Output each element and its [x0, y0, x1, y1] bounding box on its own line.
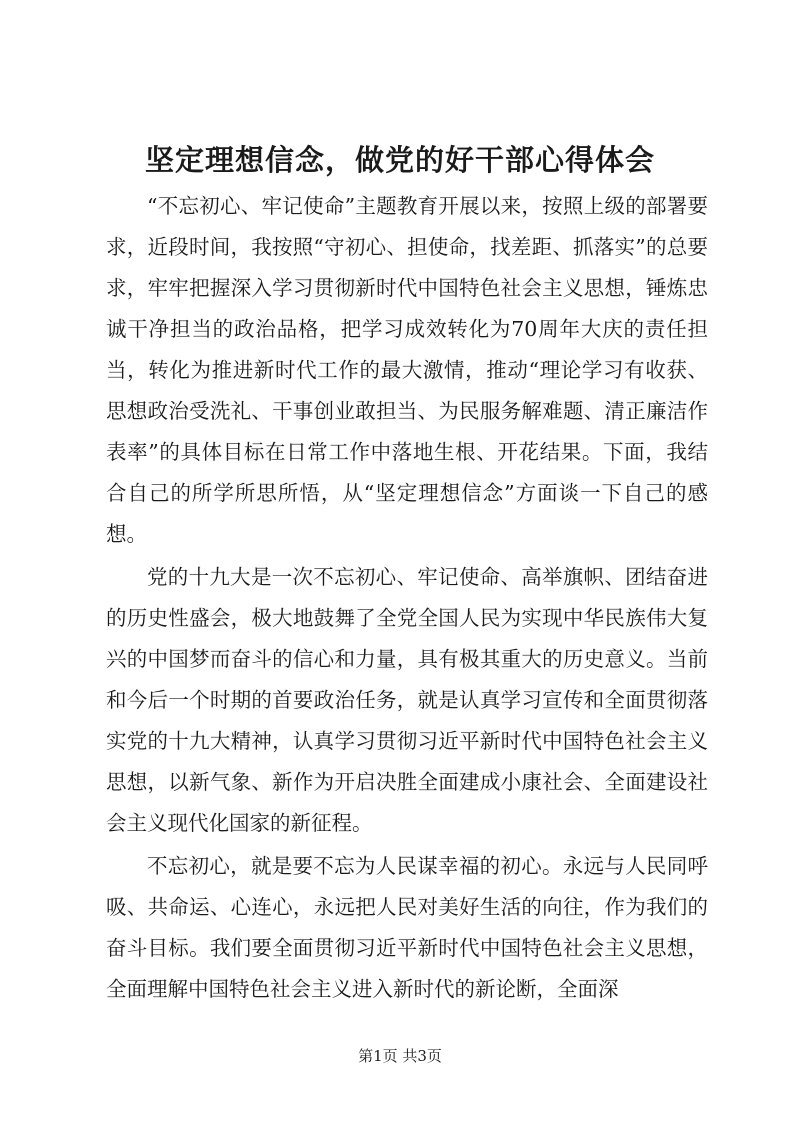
paragraph-1: “不忘初心、牢记使命”主题教育开展以来，按照上级的部署要求，近段时间，我按照“守初心、担使命，找差距、抓落实”的总要求，牢牢把握深入学习贯彻新时代中国特色社会主义思想，锤炼忠诚干净担当的政治品格，把学习成效转化为70周年大庆的责任担当，转化为推进新时代工作的最大激情，推动“理论学习有收获、思想政治受洗礼、干事创业敢担当、为民服务解难题、清正廉洁作表率”的具体目标在日常工作中落地生根、开花结果。下面，我结合自己的所学所思所悟，从“坚定理想信念”方面谈一下自己的感想。: [106, 194, 708, 546]
paragraph-2: 党的十九大是一次不忘初心、牢记使命、高举旗帜、团结奋进的历史性盛会，极大地鼓舞了全党全国人民为实现中华民族伟大复兴的中国梦而奋斗的信心和力量，具有极其重大的历史意义。当前和今后一个时期的首要政治任务，就是认真学习宣传和全面贯彻落实党的十九大精神，认真学习贯彻习近平新时代中国特色社会主义思想，以新气象、新作为开启决胜全面建成小康社会、全面建设社会主义现代化国家的新征程。: [106, 565, 708, 835]
page-footer: 第1页 共3页: [358, 1047, 442, 1065]
document-title: 坚定理想信念，做党的好干部心得体会: [144, 143, 655, 177]
document-body: [106, 186, 708, 1012]
paragraph-3: 不忘初心，就是要不忘为人民谋幸福的初心。永远与人民同呼吸、共命运、心连心，永远把人民对美好生活的向往，作为我们的奋斗目标。我们要全面贯彻习近平新时代中国特色社会主义思想，全面理解中国特色社会主义进入新时代的新论断，全面深: [106, 854, 708, 1001]
